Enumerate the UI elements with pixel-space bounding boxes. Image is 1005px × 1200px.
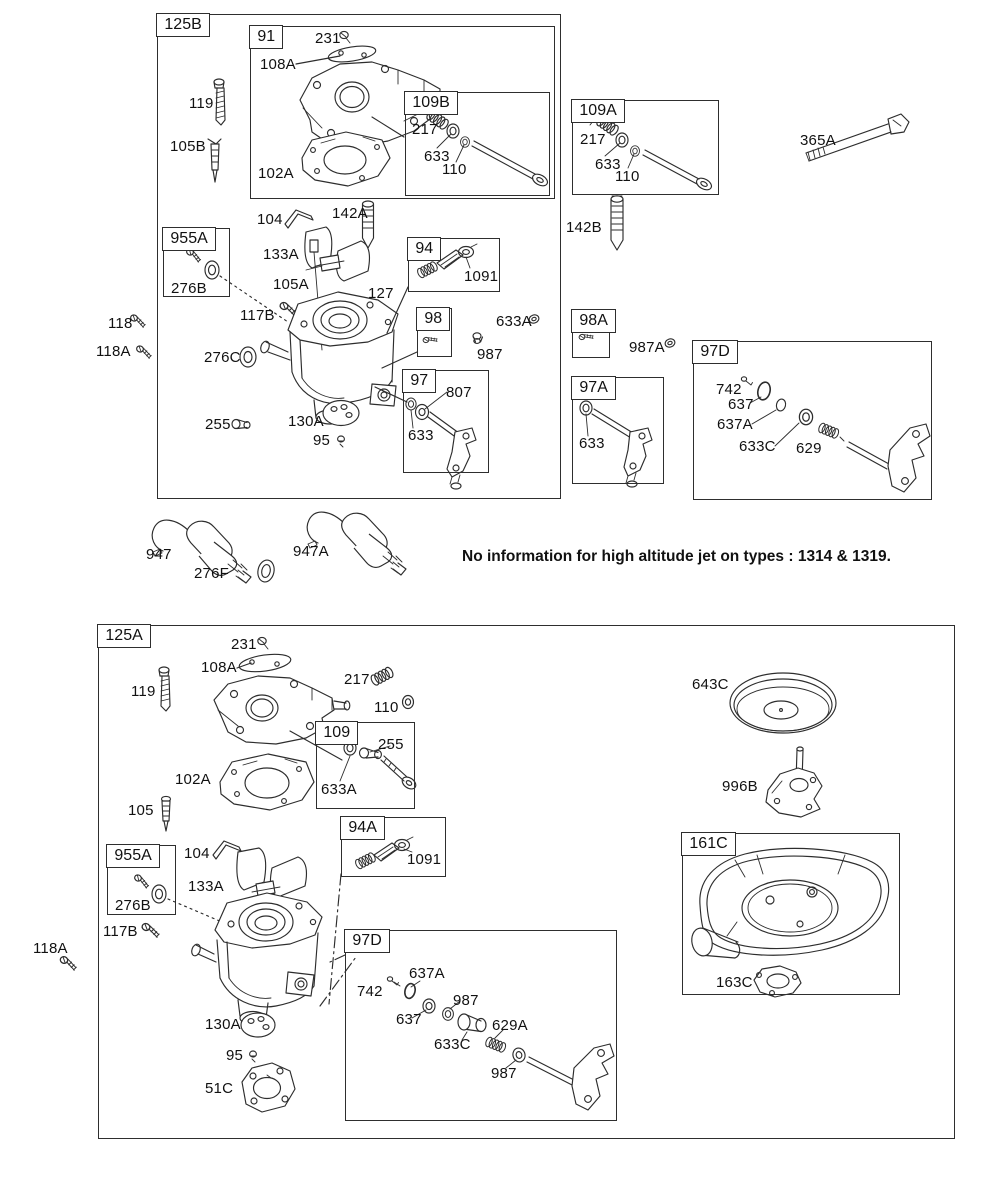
part-label-110-b: 110 xyxy=(374,699,399,716)
box-label-97D-bottom: 97D xyxy=(344,929,389,953)
box-label-125A: 125A xyxy=(97,624,150,648)
part-label-95-t: 95 xyxy=(313,432,331,449)
part-label-1091-b: 1091 xyxy=(407,851,442,868)
part-label-119-t: 119 xyxy=(189,95,214,112)
part-label-117B-t: 117B xyxy=(240,307,275,324)
part-label-742-b: 742 xyxy=(357,983,383,1000)
part-label-110-109A: 110 xyxy=(615,168,640,185)
part-label-95-b: 95 xyxy=(226,1047,244,1064)
box-label-109A: 109A xyxy=(571,99,624,123)
part-label-987-t: 987 xyxy=(477,346,503,363)
part-label-104-b: 104 xyxy=(184,845,210,862)
part-label-108A-b: 108A xyxy=(201,659,237,676)
part-label-217-109B: 217 xyxy=(412,121,438,138)
part-label-276B-b: 276B xyxy=(115,897,151,914)
callout-box-97A xyxy=(572,377,664,484)
part-label-633A-b: 633A xyxy=(321,781,357,798)
part-label-807: 807 xyxy=(446,384,472,401)
part-label-105B: 105B xyxy=(170,138,206,155)
part-label-133A-t: 133A xyxy=(263,246,299,263)
part-label-142B: 142B xyxy=(566,219,602,236)
part-label-51C: 51C xyxy=(205,1080,234,1097)
ring-987A xyxy=(664,338,676,349)
bot-screw-118A xyxy=(58,956,78,971)
part-label-118A-t: 118A xyxy=(96,343,131,360)
box-label-97A: 97A xyxy=(571,376,615,400)
part-label-629A: 629A xyxy=(492,1017,528,1034)
part-label-119-b: 119 xyxy=(131,683,156,700)
part-label-633C-b: 633C xyxy=(434,1036,471,1053)
part-label-637-b: 637 xyxy=(396,1011,422,1028)
part-label-276F: 276F xyxy=(194,565,229,582)
part-label-130A-b: 130A xyxy=(205,1016,241,1033)
callout-box-98 xyxy=(417,308,452,357)
part-label-633-97A: 633 xyxy=(579,435,605,452)
box-label-97D-top: 97D xyxy=(692,340,737,364)
part-label-231-b: 231 xyxy=(231,636,257,653)
part-label-276C: 276C xyxy=(204,349,241,366)
box-label-125B: 125B xyxy=(156,13,209,37)
part-label-118: 118 xyxy=(108,315,133,332)
part-label-1091-t: 1091 xyxy=(464,268,499,285)
box-label-98A: 98A xyxy=(571,309,615,333)
part-label-276B-t: 276B xyxy=(171,280,207,297)
part-label-117B-b: 117B xyxy=(103,923,138,940)
part-label-102A-b: 102A xyxy=(175,771,211,788)
part-label-110-109B: 110 xyxy=(442,161,467,178)
callout-box-94A xyxy=(341,817,446,877)
part-label-637-t: 637 xyxy=(728,396,754,413)
part-label-637A-b: 637A xyxy=(409,965,445,982)
part-label-217-109A: 217 xyxy=(580,131,606,148)
part-label-987-b1: 987 xyxy=(453,992,479,1009)
part-label-637A-t: 637A xyxy=(717,416,753,433)
part-label-255-b: 255 xyxy=(378,736,404,753)
oring-276F xyxy=(256,559,276,584)
part-label-217-b: 217 xyxy=(344,671,370,688)
box-label-94A: 94A xyxy=(340,816,384,840)
part-label-633A-t: 633A xyxy=(496,313,532,330)
part-label-104-t: 104 xyxy=(257,211,283,228)
part-label-130A-t: 130A xyxy=(288,413,324,430)
part-label-633-109A: 633 xyxy=(595,156,621,173)
part-label-105A: 105A xyxy=(273,276,309,293)
part-label-108A-t: 108A xyxy=(260,56,296,73)
part-label-133A-b: 133A xyxy=(188,878,224,895)
part-label-633-97: 633 xyxy=(408,427,434,444)
part-label-142A: 142A xyxy=(332,205,368,222)
callout-box-161C xyxy=(682,833,900,995)
part-label-118A-b: 118A xyxy=(33,940,68,957)
box-label-97: 97 xyxy=(402,369,436,393)
part-label-633C-t: 633C xyxy=(739,438,776,455)
box-label-161C: 161C xyxy=(681,832,735,856)
box-label-109B: 109B xyxy=(404,91,457,115)
part-label-987-b2: 987 xyxy=(491,1065,517,1082)
box-label-955A-top: 955A xyxy=(162,227,215,251)
box-label-109: 109 xyxy=(315,721,358,745)
box-label-94: 94 xyxy=(407,237,441,261)
part-label-987A: 987A xyxy=(629,339,665,356)
part-label-947A: 947A xyxy=(293,543,329,560)
part-label-163C: 163C xyxy=(716,974,753,991)
callout-box-97D-bottom xyxy=(345,930,617,1121)
box-label-98: 98 xyxy=(416,307,450,331)
part-label-947: 947 xyxy=(146,546,172,563)
part-label-255-t: 255 xyxy=(205,416,231,433)
part-label-127: 127 xyxy=(368,285,394,302)
callout-box-109B xyxy=(405,92,550,196)
part-label-629: 629 xyxy=(796,440,822,457)
part-label-231-t: 231 xyxy=(315,30,341,47)
note-high-altitude-jet: No information for high altitude jet on types : 1314 & 1319. xyxy=(462,548,891,565)
part-label-633-109B: 633 xyxy=(424,148,450,165)
box-label-955A-bottom: 955A xyxy=(106,844,159,868)
part-label-643C: 643C xyxy=(692,676,729,693)
part-label-996B: 996B xyxy=(722,778,758,795)
part-label-102A-t: 102A xyxy=(258,165,294,182)
part-label-105-b: 105 xyxy=(128,802,154,819)
box-label-91: 91 xyxy=(249,25,283,49)
part-label-365A: 365A xyxy=(800,132,836,149)
top-screw-118A xyxy=(135,345,153,359)
callout-box-98A xyxy=(572,310,610,358)
jet-142B xyxy=(611,196,623,250)
part-label-742-t: 742 xyxy=(716,381,742,398)
